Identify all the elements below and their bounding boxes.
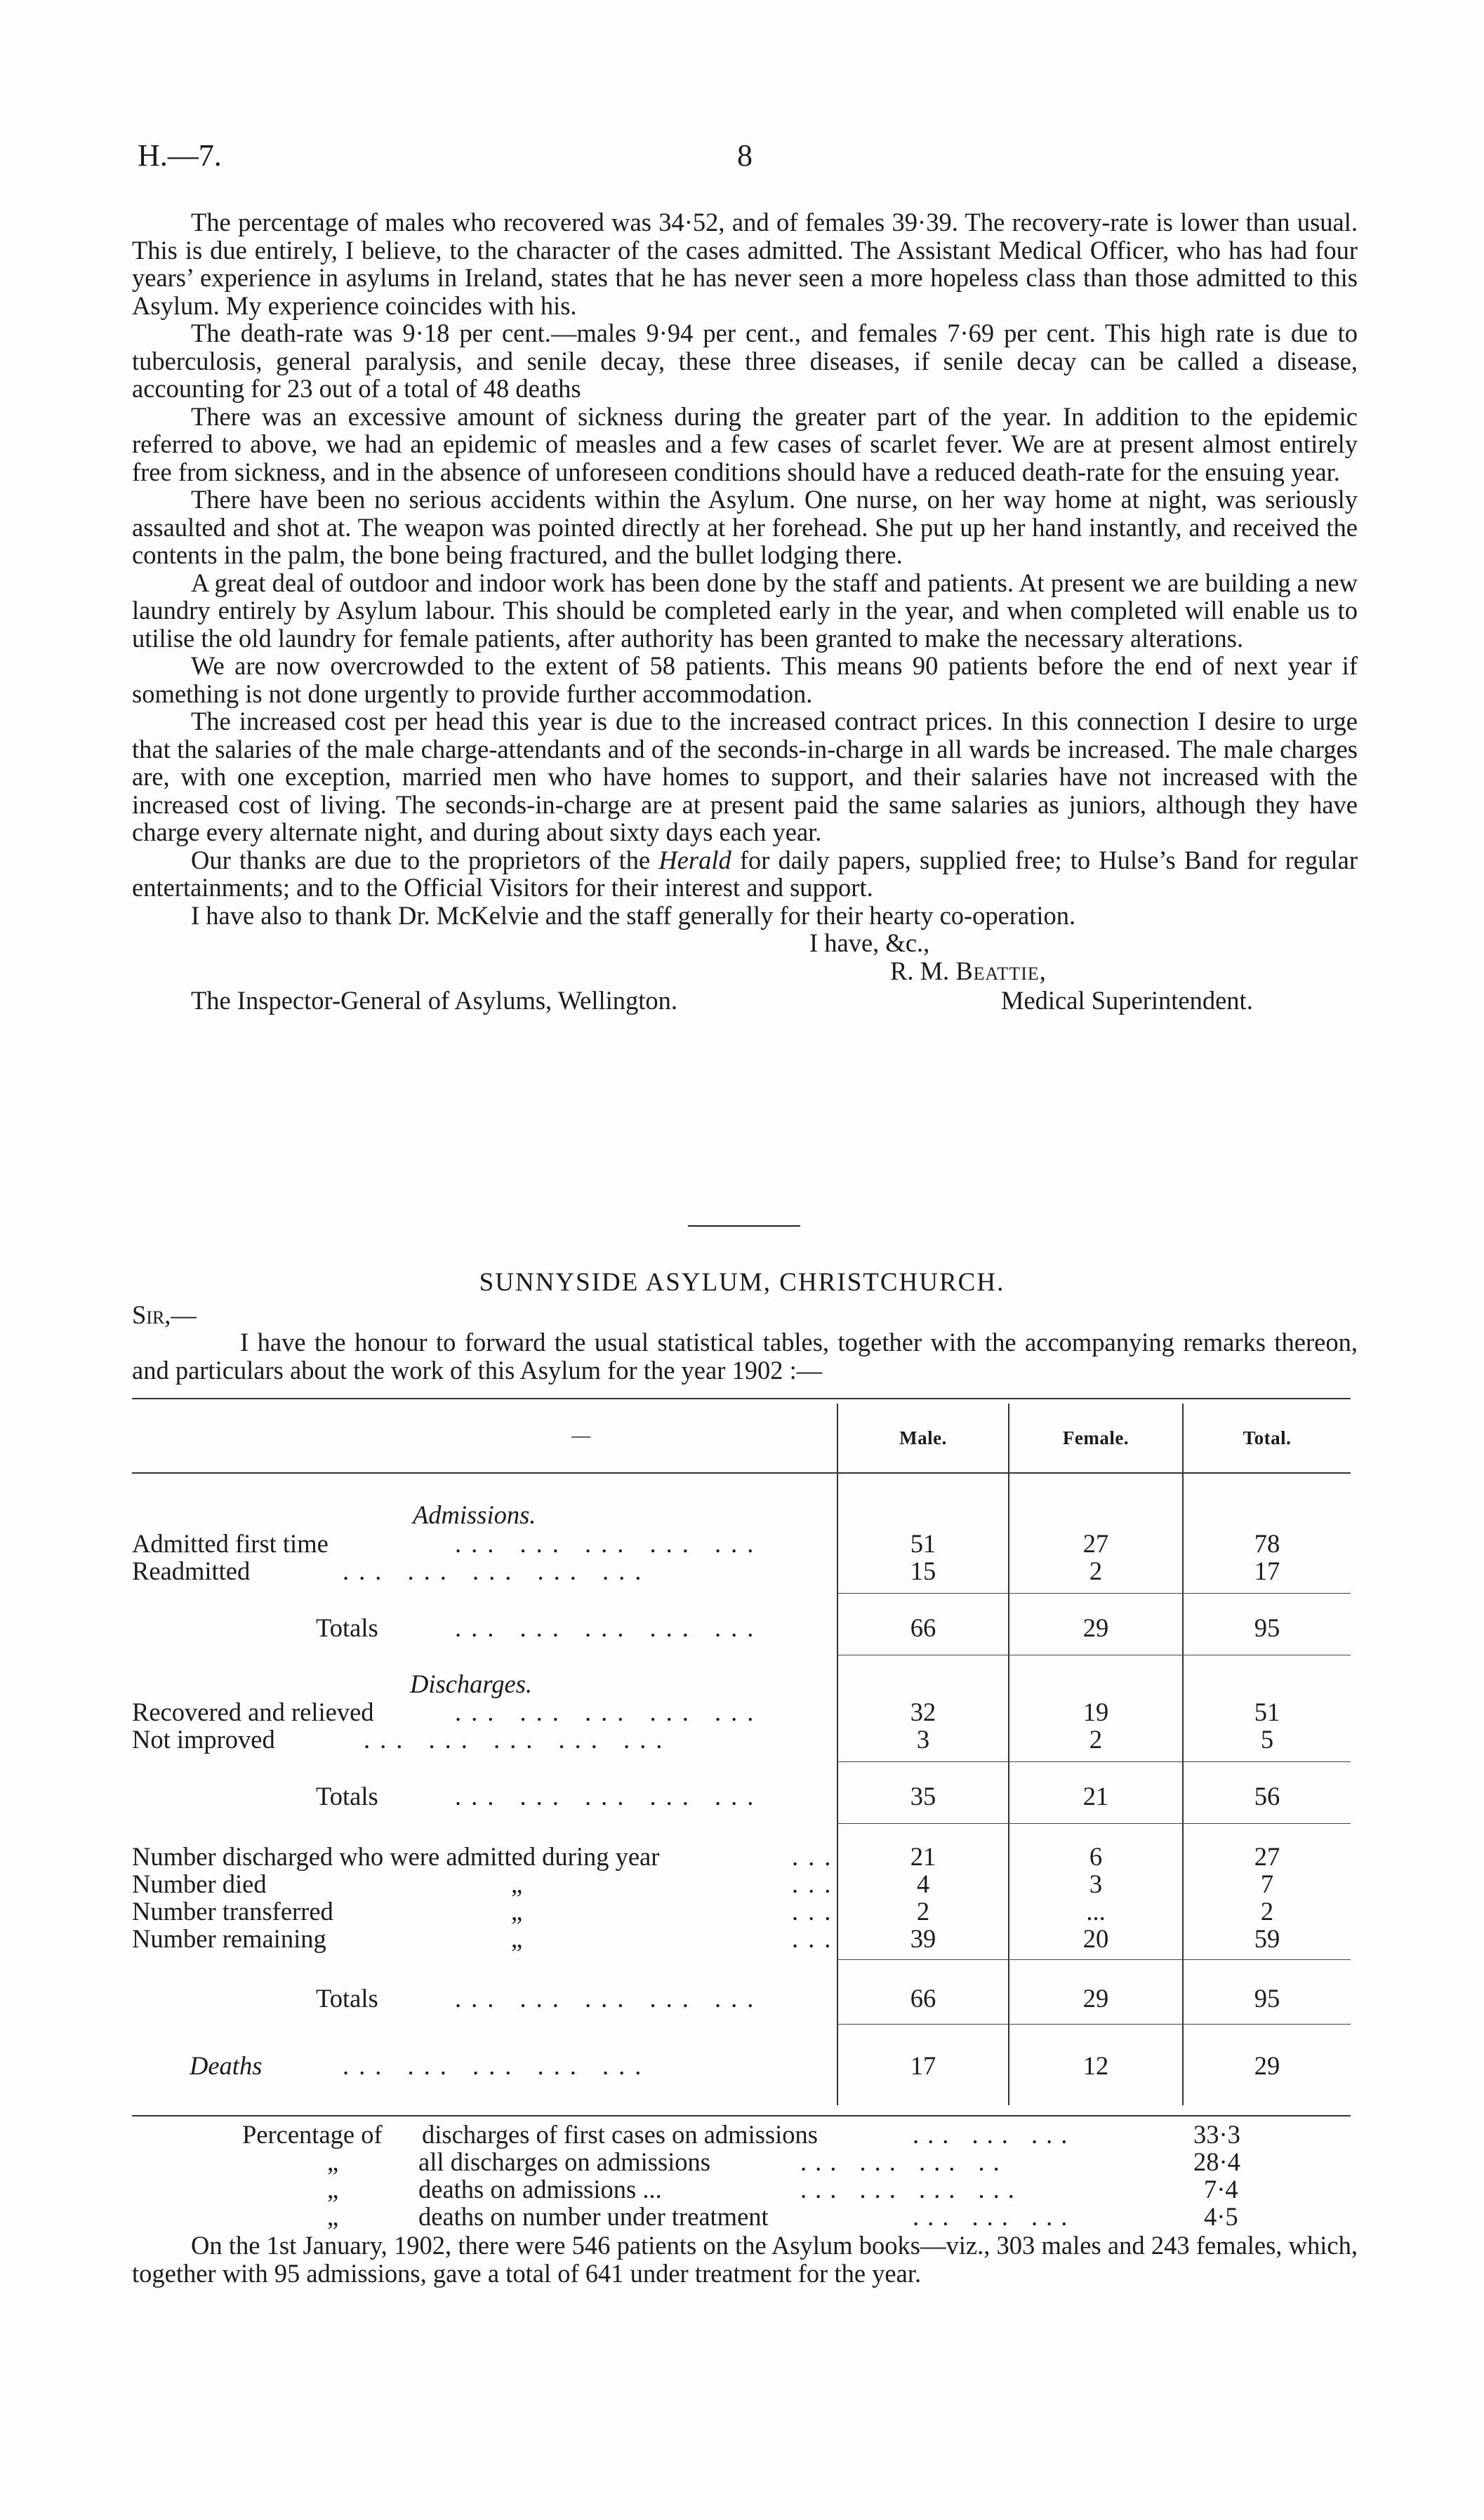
percentage-label: discharges of first cases on admissions: [422, 2120, 818, 2149]
addressee: The Inspector-General of Asylums, Wellington.: [191, 986, 678, 1015]
percentage-label: deaths on number under treatment: [418, 2202, 769, 2231]
leader-dots: ...: [792, 1897, 841, 1926]
table-bottom-rule: [132, 2115, 1351, 2116]
percentage-value: 28·4: [1193, 2147, 1240, 2176]
subtotal-rule: [837, 1761, 1351, 1762]
remaining-female: 20: [1082, 1924, 1109, 1953]
remaining-total: 59: [1254, 1924, 1280, 1953]
table-top-rule: [132, 1398, 1351, 1399]
leader-dots: ... ... ...: [913, 2120, 1076, 2149]
admitted-first-female: 27: [1082, 1529, 1109, 1558]
leader-dots: ...: [792, 1924, 841, 1953]
leader-dots: ...: [792, 1842, 841, 1871]
intro-paragraph: I have the honour to forward the usual statistical tables, together with the accompanying remarks thereon, and particulars about the work of this Asylum for the year 1902 :—: [132, 1328, 1358, 1385]
row-label-deaths: Deaths: [190, 2051, 263, 2080]
deaths-male: 17: [910, 2051, 936, 2080]
leader-dots: ... ... ... ... ...: [455, 1529, 764, 1558]
admissions-totals-male: 66: [910, 1613, 936, 1642]
paragraph-cost: The increased cost per head this year is due to the increased contract prices. In this connection I desire to urge that the salaries of the male charge-attendants and of the seconds-in-charge in all wards be increased. The male charges are, with one exception, married men who have homes to support, and their salaries have not increased with the increased cost of living. The seconds-in-charge are at present paid the same salaries as juniors, although they have charge every alternate night, and during about sixty days each year.: [132, 707, 1358, 846]
letter-body: [132, 208, 1358, 1020]
not-improved-female: 2: [1089, 1725, 1103, 1754]
percentage-label: deaths on admissions ...: [418, 2175, 662, 2204]
paragraph-sickness: There was an excessive amount of sickness during the greater part of the year. In addition to the epidemic referred to above, we had an epidemic of measles and a few cases of scarlet fever. We are at present almost entirely free from sickness, and in the absence of unforeseen conditions should have a reduced death-rate for the ensuing year.: [132, 401, 1358, 486]
transferred-female: ...: [1086, 1897, 1106, 1926]
discharges-heading: Discharges.: [410, 1669, 533, 1698]
ditto-mark: „: [327, 2147, 339, 2176]
totals-male: 66: [910, 1984, 936, 2013]
column-header-female: Female.: [1062, 1427, 1129, 1448]
signature-block: [132, 929, 1358, 1020]
ditto-mark: „: [511, 1924, 533, 1953]
died-male: 4: [916, 1869, 930, 1898]
recovered-male: 32: [910, 1698, 936, 1726]
subtotal-rule: [837, 1593, 1351, 1594]
document-reference: H.—7.: [138, 138, 222, 173]
paragraph-thanks-staff: I have also to thank Dr. McKelvie and the staff generally for their hearty co-operation.: [191, 900, 1076, 930]
table-header-rule: [132, 1472, 1351, 1474]
signoff-have: I have, &c.,: [809, 928, 930, 957]
transferred-total: 2: [1260, 1897, 1274, 1926]
paragraph-thanks: Our thanks are due to the proprietors of the Herald for daily papers, supplied free; to Hulse’s Band for regular entertainments; and to the Official Visitors for their interest and support.: [132, 845, 1358, 902]
admissions-totals-total: 95: [1254, 1613, 1280, 1642]
row-label-discharged-admitted: Number discharged who were admitted during year: [132, 1842, 660, 1871]
column-header-total: Total.: [1243, 1427, 1292, 1448]
leader-dots: ... ... ... ... ...: [455, 1698, 764, 1726]
admitted-first-male: 51: [910, 1529, 936, 1558]
signatory-name: R. M. Beattie,: [890, 956, 1047, 985]
row-label-died: Number died: [132, 1869, 267, 1898]
leader-dots: ... ... ... ... ...: [455, 1782, 764, 1811]
leader-dots: ... ... ... ... ...: [364, 1725, 673, 1754]
transferred-male: 2: [916, 1897, 930, 1926]
corner-header: —: [571, 1425, 591, 1446]
newspaper-name: Herald: [658, 845, 731, 874]
section-title: SUNNYSIDE ASYLUM, CHRISTCHURCH.: [479, 1268, 1005, 1297]
row-label-admitted-first: Admitted first time: [132, 1529, 329, 1558]
totals-rule: [837, 2024, 1351, 2025]
paragraph-death-rate: The death-rate was 9·18 per cent.—males 9·94 per cent., and females 7·69 per cent. This high rate is due to tuberculosis, general paralysis, and senile decay, these three diseases, if senile decay can be called a disease, accounting for 23 out of a total of 48 deaths: [132, 319, 1358, 403]
row-label-readmitted: Readmitted: [132, 1556, 251, 1585]
leader-dots: ... ... ... ... ...: [455, 1613, 764, 1642]
remaining-male: 39: [910, 1924, 936, 1953]
row-label-transferred: Number transferred: [132, 1897, 333, 1926]
ditto-mark: „: [511, 1897, 533, 1926]
recovered-total: 51: [1254, 1698, 1280, 1726]
deaths-female: 12: [1082, 2051, 1109, 2080]
discharges-totals-male: 35: [910, 1782, 936, 1811]
paragraph-recovery: The percentage of males who recovered was 34·52, and of females 39·39. The recovery-rate is lower than usual. This is due entirely, I believe, to the character of the cases admitted. The Assistant Medical Officer, who has had four years’ experience in asylums in Ireland, states that he has never seen a more hopeless class than those admitted to this Asylum. My experience coincides with his.: [132, 208, 1358, 320]
totals-rule: [837, 1823, 1351, 1824]
died-total: 7: [1260, 1869, 1274, 1898]
recovered-female: 19: [1082, 1698, 1109, 1726]
admissions-totals-female: 29: [1082, 1613, 1109, 1642]
readmitted-male: 15: [910, 1556, 936, 1585]
ditto-mark: „: [511, 1869, 533, 1898]
percentage-value: 4·5: [1204, 2202, 1238, 2231]
paragraph-work: A great deal of outdoor and indoor work has been done by the staff and patients. At present we are building a new laundry entirely by Asylum labour. This should be completed early in the year, and when completed will enable us to utilise the old laundry for female patients, after authority has been granted to make the necessary alterations.: [132, 568, 1358, 653]
row-label-not-improved: Not improved: [132, 1725, 275, 1754]
discharged-admitted-total: 27: [1254, 1842, 1280, 1871]
discharged-admitted-male: 21: [910, 1842, 936, 1871]
discharged-admitted-female: 6: [1089, 1842, 1103, 1871]
leader-dots: ... ... ... ..: [800, 2147, 1008, 2176]
row-label-totals: Totals: [316, 1984, 378, 2013]
percentage-value: 7·4: [1204, 2175, 1238, 2204]
percentage-label: all discharges on admissions: [418, 2147, 710, 2176]
admissions-heading: Admissions.: [413, 1500, 536, 1529]
not-improved-male: 3: [916, 1725, 930, 1754]
totals-female: 29: [1082, 1984, 1109, 2013]
paragraph-overcrowding: We are now overcrowded to the extent of 58 patients. This means 90 patients before the end of next year if something is not done urgently to provide further accommodation.: [132, 651, 1358, 708]
subtotal-rule: [837, 1959, 1351, 1960]
closing-paragraph: On the 1st January, 1902, there were 546 patients on the Asylum books—viz., 303 males and 243 females, which, together with 95 admissions, gave a total of 641 under treatment for the year.: [132, 2231, 1358, 2288]
readmitted-total: 17: [1254, 1556, 1280, 1585]
leader-dots: ... ... ... ...: [800, 2175, 1023, 2204]
readmitted-female: 2: [1089, 1556, 1103, 1585]
row-label-admissions-totals: Totals: [316, 1613, 378, 1642]
deaths-total: 29: [1254, 2051, 1280, 2080]
paragraph-accidents: There have been no serious accidents within the Asylum. One nurse, on her way home at night, was seriously assaulted and shot at. The weapon was pointed directly at her forehead. She put up her hand instantly, and received the contents in the palm, the bone being fractured, and the bullet lodging there.: [132, 485, 1358, 569]
died-female: 3: [1089, 1869, 1103, 1898]
row-label-recovered: Recovered and relieved: [132, 1698, 374, 1726]
percentage-prefix: Percentage of: [242, 2120, 383, 2149]
leader-dots: ... ... ... ... ...: [343, 2051, 651, 2080]
salutation: Sir,—: [132, 1300, 197, 1329]
leader-dots: ... ... ...: [913, 2202, 1076, 2231]
leader-dots: ...: [792, 1869, 841, 1898]
not-improved-total: 5: [1260, 1725, 1274, 1754]
section-divider: [688, 1225, 800, 1227]
row-label-remaining: Number remaining: [132, 1924, 326, 1953]
admitted-first-total: 78: [1254, 1529, 1280, 1558]
totals-total: 95: [1254, 1984, 1280, 2013]
percentage-value: 33·3: [1193, 2120, 1240, 2149]
column-header-male: Male.: [899, 1427, 947, 1448]
signatory-title: Medical Superintendent.: [1001, 986, 1253, 1015]
ditto-mark: „: [327, 2202, 339, 2231]
row-label-discharges-totals: Totals: [316, 1782, 378, 1811]
ditto-mark: „: [327, 2175, 339, 2204]
page-number: 8: [737, 138, 753, 173]
statistics-table: [132, 1398, 1351, 2107]
discharges-totals-total: 56: [1254, 1782, 1280, 1811]
leader-dots: ... ... ... ... ...: [343, 1556, 651, 1585]
discharges-totals-female: 21: [1082, 1782, 1109, 1811]
leader-dots: ... ... ... ... ...: [455, 1984, 764, 2013]
